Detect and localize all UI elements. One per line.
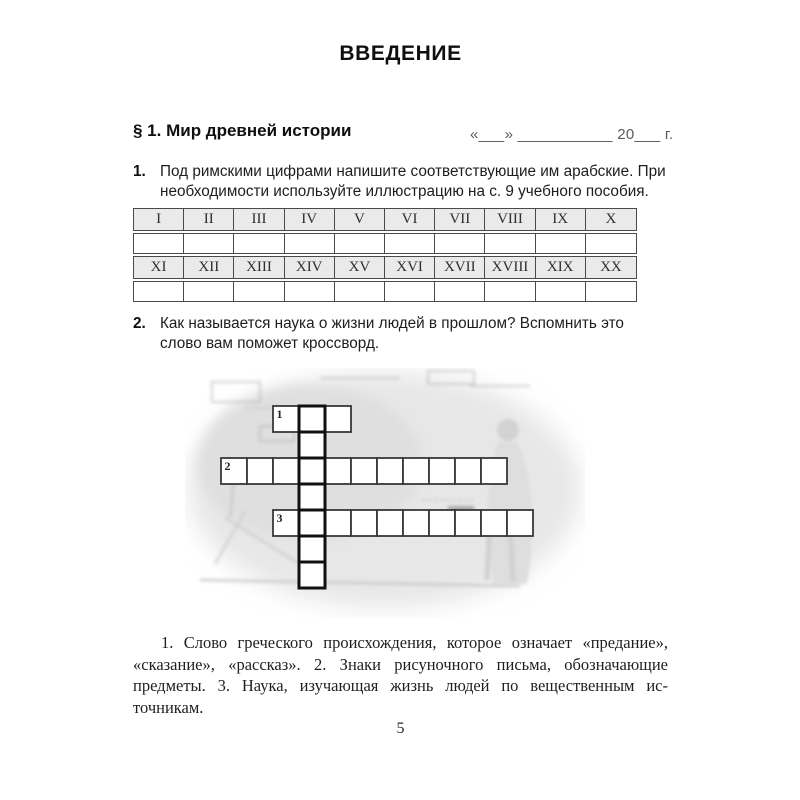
task-1-text: Под римскими цифрами напишите соответствующие им арабские. При необходимости используйте иллюстрацию на с. 9 учебного пособия.: [160, 163, 666, 200]
answer-cell: [234, 234, 284, 253]
roman-numeral-row: [133, 208, 637, 231]
answer-cell: [536, 282, 586, 301]
roman-numeral-cell: XI: [134, 257, 184, 278]
crossword-cell: [481, 510, 507, 536]
crossword-cell: [247, 458, 273, 484]
crossword-cell: [325, 510, 351, 536]
page-title: ВВЕДЕНИЕ: [339, 42, 462, 65]
crossword-cell: [273, 458, 299, 484]
roman-numeral-cell: X: [605, 211, 617, 227]
crossword-cell: [481, 458, 507, 484]
answer-cell: [134, 234, 184, 253]
roman-numeral-row: [133, 256, 637, 279]
roman-numeral-cell: XIV: [285, 257, 335, 278]
crossword-cell: [403, 458, 429, 484]
answer-cell: [385, 234, 435, 253]
roman-numeral-cell: XVII: [435, 257, 485, 278]
crossword-word-number: 3: [276, 511, 283, 525]
crossword-cell: [455, 510, 481, 536]
crossword-word-number: 1: [276, 407, 283, 421]
crossword-cell: [377, 510, 403, 536]
crossword-cell: [325, 406, 351, 432]
crossword-answer-column-cell: [299, 562, 325, 588]
roman-numeral-cell: V: [335, 209, 385, 230]
crossword-cell: [377, 458, 403, 484]
roman-numeral-cell: II: [184, 209, 234, 230]
answer-cell: [385, 282, 435, 301]
task-1: [133, 162, 668, 201]
crossword-answer-column-cell: [299, 484, 325, 510]
roman-numeral-cell: XV: [335, 257, 385, 278]
answer-cell: [485, 234, 535, 253]
crossword-word-number: 2: [224, 459, 231, 473]
answer-cell: [586, 282, 636, 301]
answer-cell: [485, 282, 535, 301]
answer-cell: [184, 234, 234, 253]
roman-numeral-cell: VI: [385, 209, 435, 230]
roman-numeral-cell: VII: [435, 209, 485, 230]
crossword-cell: [351, 458, 377, 484]
roman-numeral-cell: I: [134, 209, 184, 230]
crossword-answer-column-cell: [299, 406, 325, 432]
roman-numeral-cell: III: [234, 209, 284, 230]
crossword-clues-text: 1. Слово греческого происхождения, которое означает «предание», «сказание», «рассказ». 2. Знаки рисуночного письма, обозначающие предметы. 3. Наука, изучающая жизнь людей по вещественным источникам.: [133, 633, 668, 717]
answer-cell: [184, 282, 234, 301]
crossword-cell: [351, 510, 377, 536]
crossword-cell: [429, 458, 455, 484]
answer-cell: [335, 234, 385, 253]
answer-cell: [285, 234, 335, 253]
task-2: [133, 314, 668, 353]
answer-cell: [536, 234, 586, 253]
crossword-cell: [403, 510, 429, 536]
answer-row: [133, 281, 637, 302]
answer-cell: [285, 282, 335, 301]
roman-numeral-cell: XIII: [234, 257, 284, 278]
crossword-area: [0, 368, 800, 618]
crossword-cell: [429, 510, 455, 536]
task-1-number: 1.: [133, 163, 146, 180]
roman-numeral-cell: XVIII: [485, 257, 535, 278]
crossword-grid: [0, 368, 800, 618]
task-2-number: 2.: [133, 315, 146, 332]
answer-cell: [134, 282, 184, 301]
crossword-answer-column-cell: [299, 510, 325, 536]
page-number: 5: [396, 720, 405, 737]
answer-cell: [435, 234, 485, 253]
roman-numeral-cell: VIII: [485, 209, 535, 230]
crossword-answer-column-cell: [299, 458, 325, 484]
section-heading: § 1. Мир древней истории: [133, 121, 352, 140]
roman-numeral-cell: IX: [536, 209, 586, 230]
roman-numeral-cell: IV: [285, 209, 335, 230]
answer-row: [133, 233, 637, 254]
roman-numeral-cell: XIX: [536, 257, 586, 278]
roman-numerals-table: [133, 208, 637, 304]
crossword-answer-column-cell: [299, 536, 325, 562]
date-blank-line: «___» ___________ 20___ г.: [470, 126, 674, 143]
roman-numeral-cell: XII: [184, 257, 234, 278]
crossword-cell: [455, 458, 481, 484]
crossword-cell: [507, 510, 533, 536]
answer-cell: [586, 234, 636, 253]
answer-cell: [234, 282, 284, 301]
roman-numeral-cell: XVI: [385, 257, 435, 278]
task-2-text: Как называется наука о жизни людей в прошлом? Вспомнить это слово вам поможет кроссворд.: [160, 315, 624, 352]
crossword-cell: [325, 458, 351, 484]
roman-numeral-cell: XX: [600, 259, 622, 275]
answer-cell: [435, 282, 485, 301]
crossword-answer-column-cell: [299, 432, 325, 458]
answer-cell: [335, 282, 385, 301]
